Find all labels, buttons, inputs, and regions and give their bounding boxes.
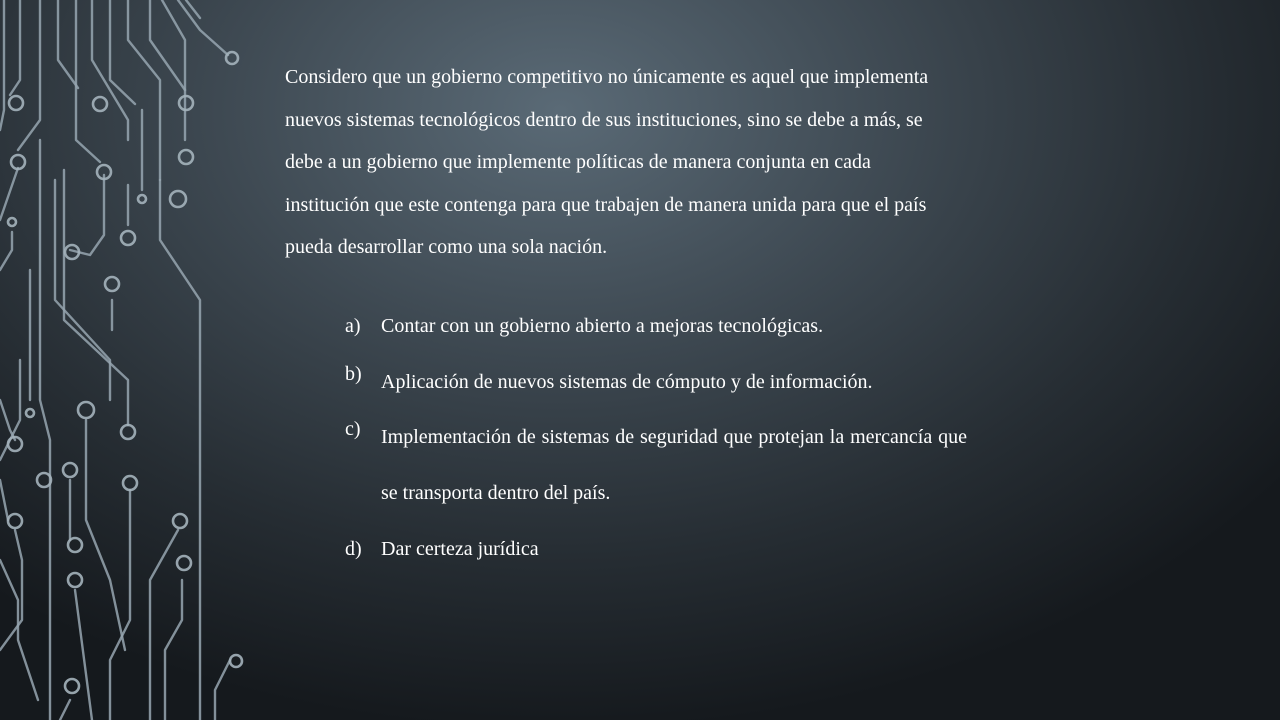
circuit-node bbox=[8, 514, 22, 528]
circuit-node bbox=[121, 231, 135, 245]
circuit-trace bbox=[110, 490, 130, 720]
circuit-trace bbox=[215, 660, 230, 720]
circuit-node bbox=[226, 52, 238, 64]
circuit-node bbox=[123, 476, 137, 490]
circuit-trace bbox=[162, 0, 185, 140]
circuit-node bbox=[105, 277, 119, 291]
intro-paragraph bbox=[285, 56, 1075, 269]
intro-line: debe a un gobierno que implemente políticas de manera conjunta en cada bbox=[285, 151, 871, 173]
list-item-text: Implementación de sistemas de seguridad que protejan la mercancía que se transporta dentro del país. bbox=[381, 426, 967, 504]
circuit-trace bbox=[60, 700, 70, 720]
circuit-node bbox=[8, 218, 16, 226]
circuit-trace bbox=[0, 400, 15, 440]
circuit-trace bbox=[70, 175, 104, 255]
circuit-trace bbox=[64, 170, 128, 425]
circuit-node bbox=[138, 195, 146, 203]
list-item bbox=[345, 529, 967, 569]
circuit-node bbox=[68, 538, 82, 552]
list-marker: d) bbox=[345, 538, 362, 560]
circuit-trace bbox=[110, 0, 135, 104]
circuit-node bbox=[179, 150, 193, 164]
circuit-node bbox=[68, 573, 82, 587]
list-item bbox=[345, 409, 967, 521]
list-item bbox=[345, 306, 967, 346]
list-item bbox=[345, 354, 967, 410]
circuit-node bbox=[230, 655, 242, 667]
circuit-node bbox=[93, 97, 107, 111]
intro-line: institución que este contenga para que trabajen de manera unida para que el país bbox=[285, 193, 927, 216]
options-list bbox=[345, 306, 967, 569]
list-item-text: Aplicación de nuevos sistemas de cómputo y de información. bbox=[381, 371, 873, 393]
circuit-trace bbox=[165, 580, 182, 720]
circuit-trace bbox=[10, 0, 20, 95]
circuit-trace bbox=[76, 0, 100, 162]
circuit-trace bbox=[86, 420, 125, 650]
circuit-trace bbox=[18, 0, 40, 150]
circuit-node bbox=[9, 96, 23, 110]
circuit-trace bbox=[0, 232, 12, 270]
circuit-trace bbox=[0, 480, 8, 520]
intro-line: nuevos sistemas tecnológicos dentro de sus instituciones, sino se debe a más, se bbox=[285, 108, 923, 131]
circuit-trace bbox=[150, 0, 185, 90]
circuit-node bbox=[78, 402, 94, 418]
list-marker: c) bbox=[345, 418, 361, 440]
circuit-trace bbox=[160, 180, 200, 720]
circuit-node bbox=[121, 425, 135, 439]
list-marker: b) bbox=[345, 363, 362, 385]
list-marker: a) bbox=[345, 315, 361, 337]
intro-line: Considero que un gobierno competitivo no únicamente es aquel que implementa bbox=[285, 66, 929, 88]
circuit-node bbox=[170, 191, 186, 207]
circuit-node bbox=[63, 463, 77, 477]
circuit-trace bbox=[0, 560, 38, 700]
circuit-node bbox=[173, 514, 187, 528]
circuit-trace bbox=[75, 590, 92, 720]
circuit-node bbox=[177, 556, 191, 570]
circuit-trace bbox=[0, 0, 4, 130]
circuit-node bbox=[65, 679, 79, 693]
circuit-decoration bbox=[0, 0, 250, 720]
circuit-trace bbox=[40, 140, 50, 720]
intro-line: pueda desarrollar como una sola nación. bbox=[285, 236, 608, 258]
list-item-text: Contar con un gobierno abierto a mejoras tecnológicas. bbox=[381, 315, 824, 337]
circuit-trace bbox=[128, 0, 160, 180]
circuit-trace bbox=[0, 168, 18, 220]
circuit-node bbox=[26, 409, 34, 417]
list-item-text: Dar certeza jurídica bbox=[381, 538, 539, 560]
